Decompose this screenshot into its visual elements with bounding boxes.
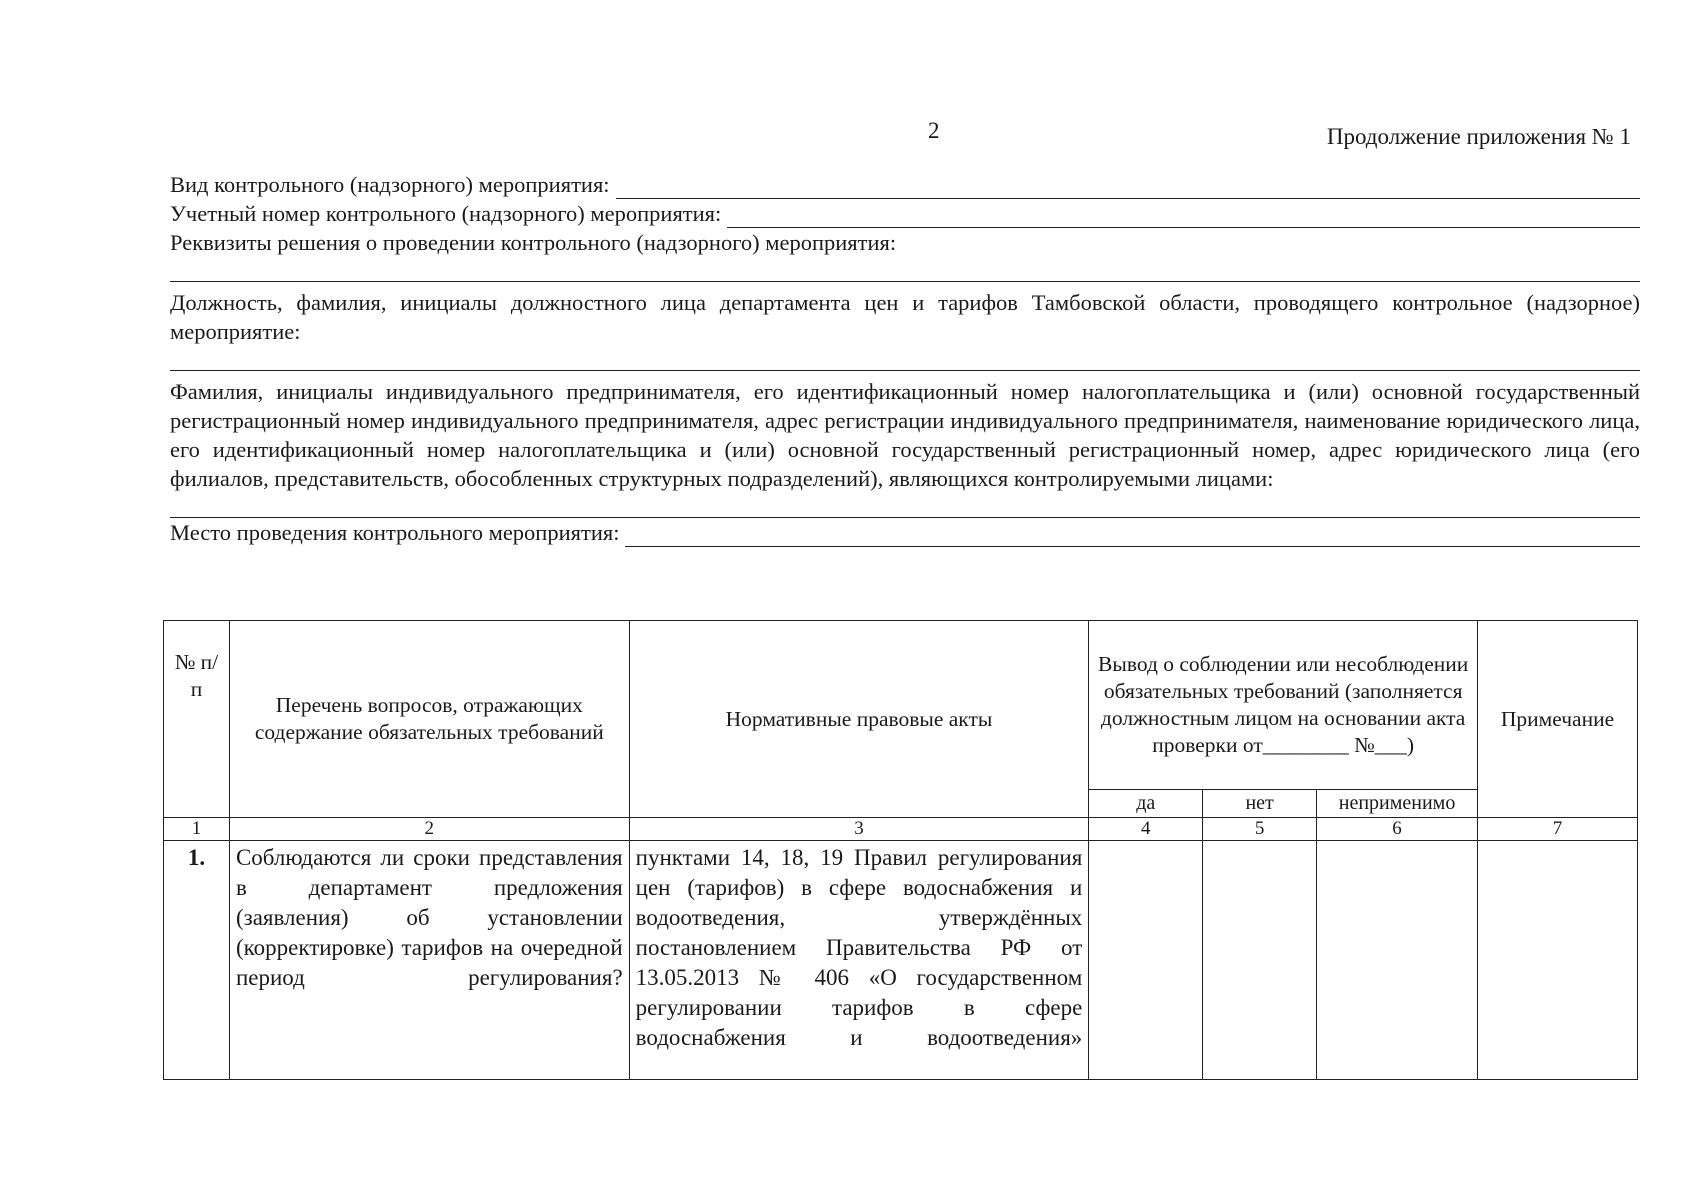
header-questions: Перечень вопросов, отражающих содержание обязательных требований (229, 621, 629, 818)
header-na: неприменимо (1317, 790, 1478, 818)
header-conclusion: Вывод о соблюдении или несоблюдении обязательных требований (заполняется должностным лицом на основании акта проверки от________ №___) (1089, 621, 1478, 790)
appendix-note: Продолжение приложения № 1 (1326, 124, 1631, 149)
header-yes: да (1089, 790, 1203, 818)
event-type-field (170, 170, 1640, 199)
column-number: 7 (1478, 818, 1638, 841)
row-note-cell[interactable] (1478, 841, 1638, 1080)
header-num: № п/п (164, 621, 230, 818)
controlled-persons-label: Фамилия, инициалы индивидуального предпринимателя, его идентификационный номер налогоплательщика и (или) основной государственный регистрационный номер индивидуального предпринимателя, адрес регистрации индивидуального предпринимателя, наименование юридического лица, его идентификационный номер налогоплательщика и (или) основной государственный регистрационный номер, адрес юридического лица (его филиалов, представительств, обособленных структурных подразделений), являющихся контролируемыми лицами: (170, 379, 1640, 491)
official-label: Должность, фамилия, инициалы должностного лица департамента цен и тарифов Тамбовской области, проводящего контрольное (надзорное) мероприятие: (170, 290, 1640, 344)
row-number: 1. (164, 841, 230, 1080)
row-act: пунктами 14, 18, 19 Правил регулирования цен (тарифов) в сфере водоснабжения и водоотведения, утверждённых постановлением Правительства РФ от 13.05.2013 № 406 «О государственном регулировании тарифов в сфере водоснабжения и водоотведения» (629, 841, 1089, 1080)
header-no: нет (1203, 790, 1317, 818)
column-number: 2 (229, 818, 629, 841)
row-na-cell[interactable] (1317, 841, 1478, 1080)
location-blank[interactable] (625, 524, 1640, 547)
controlled-persons-blank[interactable] (170, 493, 1640, 518)
checklist-table (163, 620, 1638, 1080)
registration-number-blank[interactable] (727, 205, 1640, 228)
column-numbers-row (164, 818, 1638, 841)
column-number: 3 (629, 818, 1089, 841)
column-number: 1 (164, 818, 230, 841)
header-acts: Нормативные правовые акты (629, 621, 1089, 818)
location-label: Место проведения контрольного мероприятия: (170, 520, 620, 545)
event-type-label: Вид контрольного (надзорного) мероприятия: (170, 172, 610, 197)
column-number: 4 (1089, 818, 1203, 841)
header-note: Примечание (1478, 621, 1638, 818)
decision-details-blank[interactable] (170, 257, 1640, 282)
official-blank[interactable] (170, 346, 1640, 371)
event-type-blank[interactable] (616, 176, 1640, 199)
column-number: 6 (1317, 818, 1478, 841)
decision-details-label: Реквизиты решения о проведении контрольного (надзорного) мероприятия: (170, 230, 897, 255)
column-number: 5 (1203, 818, 1317, 841)
registration-number-field (170, 199, 1640, 228)
row-yes-cell[interactable] (1089, 841, 1203, 1080)
inspection-form (170, 170, 1640, 547)
page-number: 2 (928, 118, 940, 143)
location-field (170, 518, 1640, 547)
table-row (164, 841, 1638, 1080)
row-question: Соблюдаются ли сроки представления в департамент предложения (заявления) об установлении (корректировке) тарифов на очередной период регулирования? (229, 841, 629, 1080)
row-no-cell[interactable] (1203, 841, 1317, 1080)
registration-number-label: Учетный номер контрольного (надзорного) мероприятия: (170, 201, 722, 226)
